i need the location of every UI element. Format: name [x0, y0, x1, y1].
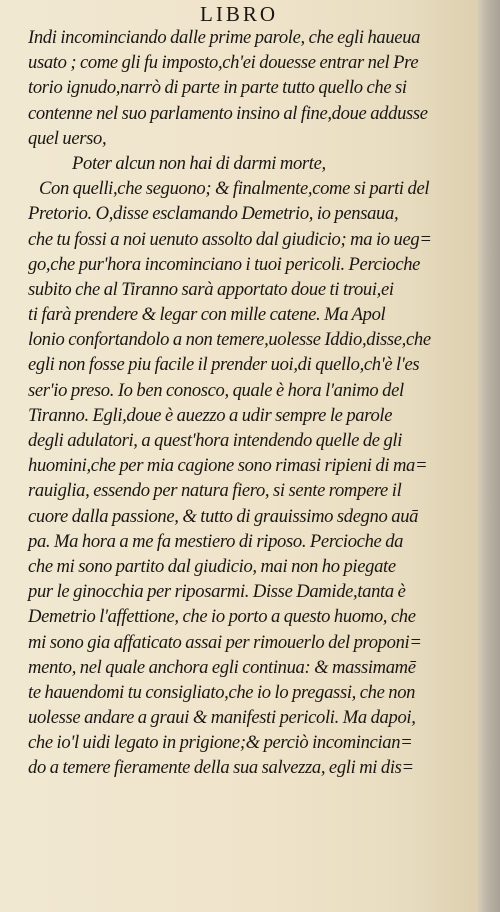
text-line: Pretorio. O,disse esclamando Demetrio, io pensaua,	[28, 203, 399, 225]
text-line: contenne nel suo parlamento insino al fine,doue addusse	[28, 102, 428, 124]
page-edge	[478, 0, 500, 912]
text-line: uolesse andare a graui & manifesti pericoli. Ma dapoi,	[28, 707, 416, 729]
text-line: che mi sono partito dal giudicio, mai non ho piegate	[28, 555, 396, 577]
text-line: pa. Ma hora a me fa mestiero di riposo. Percioche da	[28, 530, 404, 552]
text-line: go,che pur'hora incominciano i tuoi pericoli. Percioche	[28, 253, 421, 275]
text-line: ser'io preso. Io ben conosco, quale è hora l'animo del	[28, 379, 404, 401]
text-line: che io'l uidi legato in prigione;& perciò incomincian=	[28, 732, 413, 754]
text-line: Demetrio l'affettione, che io porto a questo huomo, che	[28, 606, 416, 628]
text-line: Con quelli,che seguono; & finalmente,come si parti del	[39, 178, 430, 200]
text-line: do a temere fieramente della sua salvezza, egli mi dis=	[28, 757, 414, 779]
text-line: lonio confortandolo a non temere,uolesse Iddio,disse,che	[28, 329, 431, 351]
text-line: huomini,che per mia cagione sono rimasi ripieni di ma=	[28, 455, 428, 477]
running-head: LIBRO	[200, 2, 278, 26]
body-text	[28, 25, 476, 781]
text-line: Indi incominciando dalle prime parole, che egli haueua	[28, 27, 421, 48]
text-line: egli non fosse piu facile il prender uoi,di quello,ch'è l'es	[28, 354, 420, 376]
text-line: degli adulatori, a quest'hora intendendo quelle de gli	[28, 430, 403, 451]
verse-line: Poter alcun non hai di darmi morte,	[72, 152, 326, 174]
text-line: Tiranno. Egli,doue è auezzo a udir sempre le parole	[28, 404, 393, 426]
text-line: rauiglia, essendo per natura fiero, si sente rompere il	[28, 480, 402, 502]
text-line: cuore dalla passione, & tutto di grauissimo sdegno auā	[28, 505, 419, 527]
text-line: ti farà prendere & legar con mille catene. Ma Apol	[28, 304, 386, 326]
text-line: che tu fossi a noi uenuto assolto dal giudicio; ma io ueg=	[28, 228, 432, 250]
text-line: pur le ginocchia per riposarmi. Disse Damide,tanta è	[28, 581, 406, 603]
text-line: mi sono gia affaticato assai per rimouerlo del proponi=	[28, 631, 422, 653]
text-line: te hauendomi tu consigliato,che io lo pregassi, che non	[28, 681, 416, 703]
text-line: torio ignudo,narrò di parte in parte tutto quello che si	[28, 77, 407, 99]
text-line: mento, nel quale anchora egli continua: & massimamē	[28, 656, 416, 678]
text-line: subito che al Tiranno sarà apportato doue ti troui,ei	[28, 278, 394, 300]
text-line: usato ; come gli fu imposto,ch'ei douesse entrar nel Pre	[28, 52, 419, 74]
text-line: quel uerso,	[28, 127, 107, 149]
